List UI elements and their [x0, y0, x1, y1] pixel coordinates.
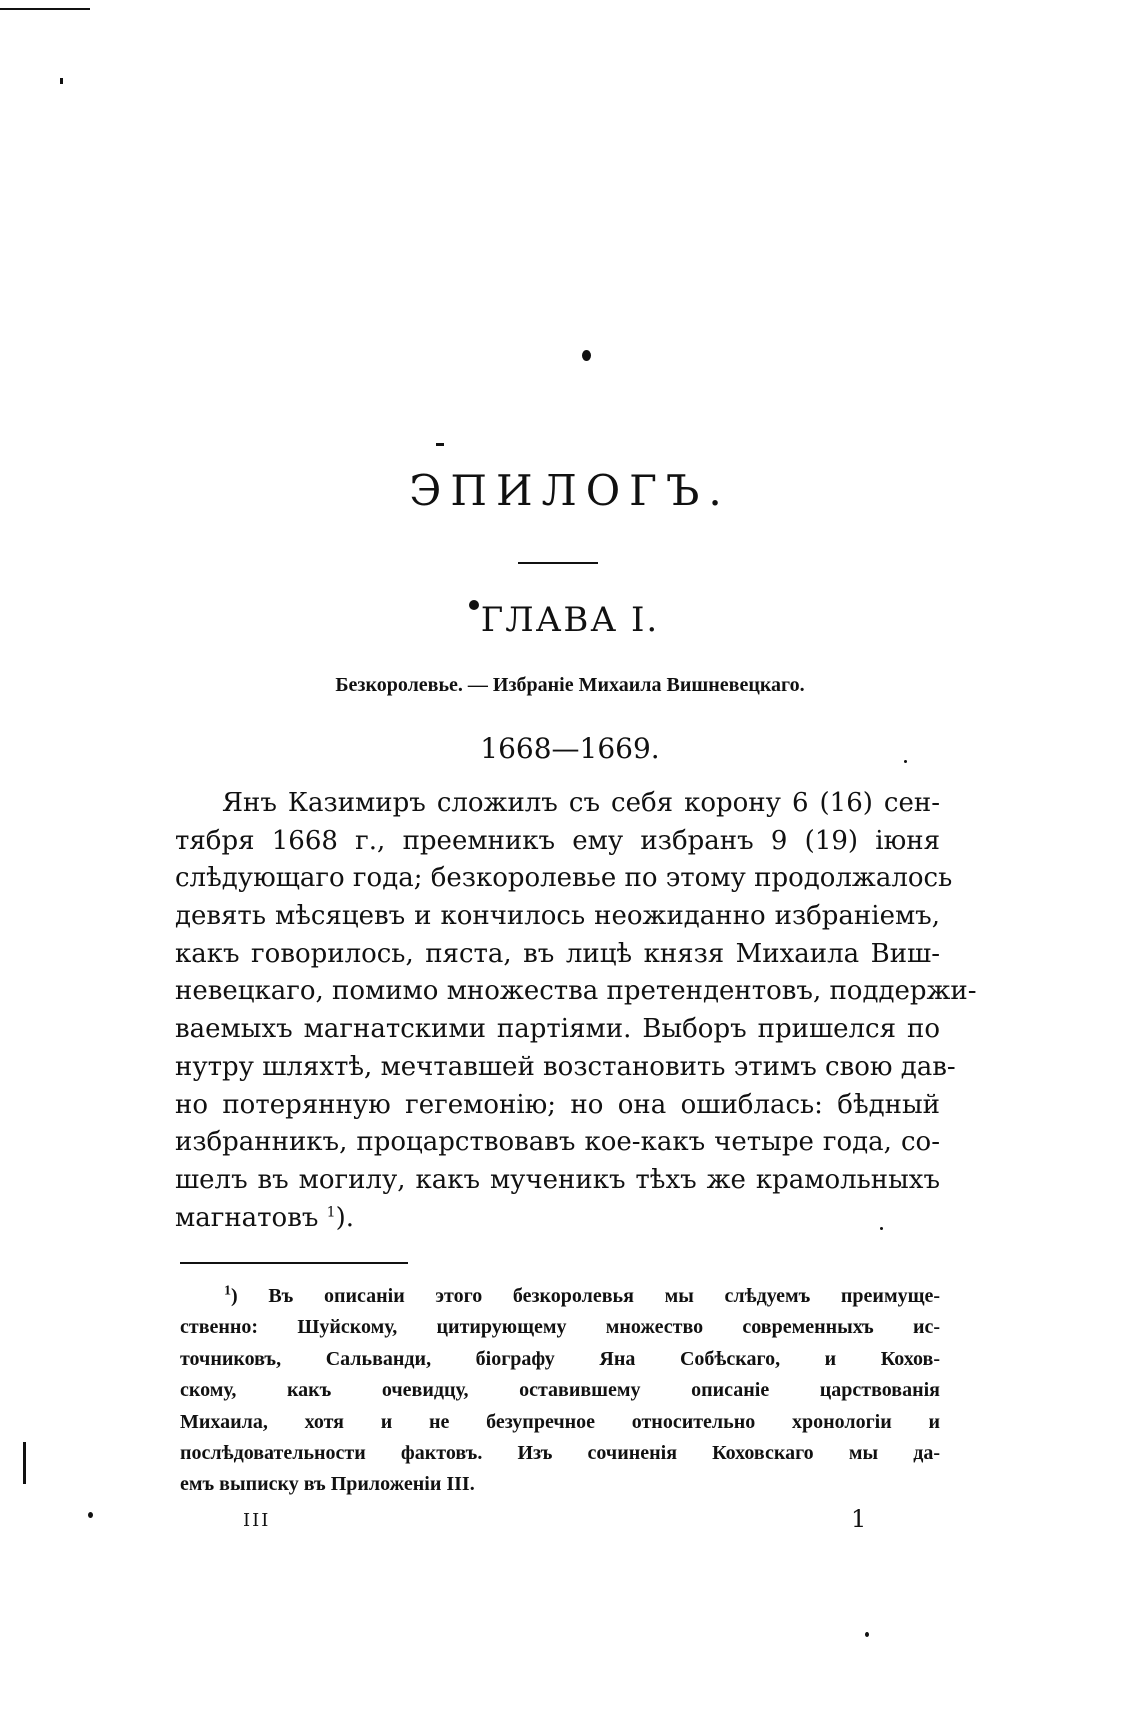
scan-speck — [60, 78, 63, 84]
chapter-title: ГЛАВА I. — [480, 600, 660, 640]
paragraph-line: девять мѣсяцевъ и кончилось неожиданно избраніемъ, — [175, 901, 940, 932]
chapter-years: 1668—1669. — [480, 732, 660, 765]
signature-mark: III — [243, 1510, 271, 1531]
paragraph-last-line-text: магнатовъ — [175, 1202, 327, 1233]
scan-speck — [880, 1227, 883, 1230]
footnote-line: скому, какъ очевидцу, оставившему описаніе царствованія — [180, 1379, 940, 1402]
scan-speck — [904, 760, 907, 763]
scan-speck — [865, 1632, 869, 1637]
footnote-line: Михаила, хотя и не безупречное относительно хронологіи и — [180, 1410, 940, 1433]
scan-speck — [469, 600, 479, 610]
paragraph-line: нутру шляхтѣ, мечтавшей возстановить этимъ свою дав- — [175, 1051, 956, 1082]
main-paragraph — [175, 785, 977, 1237]
footnote — [180, 1281, 940, 1501]
footnote-line: ственно: Шуйскому, цитирующему множество современныхъ ис- — [180, 1316, 940, 1339]
chapter-subtitle: Безкоролевье. — Избраніе Михаила Вишневецкаго. — [335, 674, 805, 696]
paragraph-line: какъ говорилось, пяста, въ лицѣ князя Михаила Виш- — [175, 938, 940, 969]
footnote-line: точниковъ, Сальванди, біографу Яна Собѣскаго, и Кохов- — [180, 1347, 940, 1370]
footnote-line: емъ выписку въ Приложеніи III. — [180, 1473, 475, 1496]
title-divider — [518, 562, 598, 564]
footnote-reference: 1 — [326, 1203, 336, 1220]
footnote-first-line — [180, 1281, 940, 1312]
footnote-first-line-text: ) Въ описаніи этого безкоролевья мы слѣдуемъ преимуще- — [231, 1285, 940, 1307]
footnote-line: послѣдовательности фактовъ. Изъ сочиненія Коховскаго мы да- — [180, 1441, 940, 1464]
paragraph-line: ваемыхъ магнатскими партіями. Выборъ пришелся по — [175, 1014, 940, 1045]
paragraph-last-line-end: ). — [335, 1202, 355, 1233]
page-number: 1 — [851, 1505, 867, 1533]
epilogue-title: ЭПИЛОГЪ. — [409, 466, 731, 515]
scan-speck — [88, 1512, 93, 1518]
scan-speck — [23, 1442, 26, 1484]
paragraph-line: тября 1668 г., преемникъ ему избранъ 9 (19) іюня — [175, 825, 940, 856]
footnote-marker: 1 — [224, 1283, 231, 1299]
paragraph-line: Янъ Казимиръ сложилъ съ себя корону 6 (16) сен- — [222, 788, 940, 818]
scan-speck — [0, 8, 90, 10]
paragraph-line: но потерянную гегемонію; но она ошиблась: бѣдный — [175, 1089, 940, 1120]
paragraph-line: невецкаго, помимо множества претендентовъ, поддержи- — [175, 976, 977, 1007]
paragraph-line: избранникъ, процарствовавъ кое-какъ четыре года, со- — [175, 1127, 940, 1158]
paragraph-last-line — [175, 1200, 940, 1238]
scan-speck — [436, 443, 444, 446]
paragraph-line: слѣдующаго года; безкоролевье по этому продолжалось — [175, 863, 953, 894]
paragraph-line: шелъ въ могилу, какъ мученикъ тѣхъ же крамольныхъ — [175, 1164, 940, 1195]
footnote-divider — [180, 1262, 408, 1264]
scan-speck — [582, 350, 591, 361]
